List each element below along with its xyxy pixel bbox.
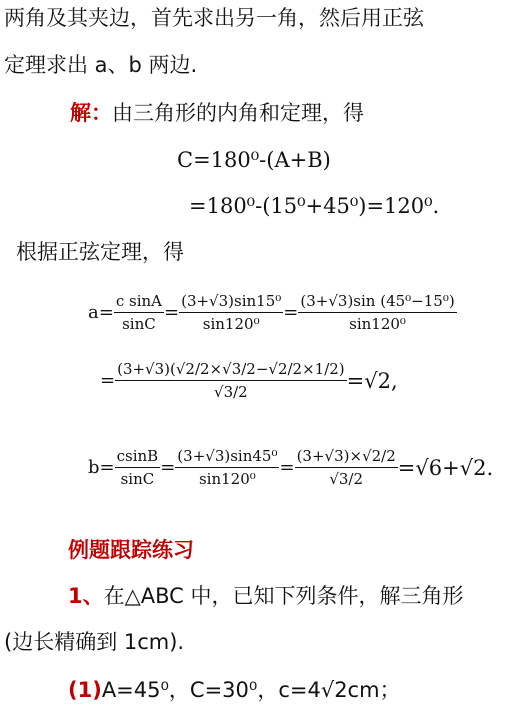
- b-f1-den: sinC: [120, 470, 155, 488]
- a-f1-num: c sinA: [114, 292, 164, 313]
- a2-den: √3/2: [214, 383, 248, 401]
- a-f3-den: sin120⁰: [349, 315, 406, 333]
- b-fraction-2: [175, 447, 279, 488]
- a-f2-den: sin120⁰: [202, 315, 260, 333]
- a-fraction-3: [298, 292, 456, 333]
- angle-c-line-1: C=180⁰-(A+B): [177, 148, 331, 172]
- equation-a-continued: = $\frac{(3+√3)(√2/2\times√3/2-√2/2\times 1/2)}{√3/2}$ =√2,: [100, 360, 398, 401]
- b-fraction-3: [295, 447, 398, 488]
- angle-c-line-2: =180⁰-(15⁰+45⁰)=120⁰.: [189, 194, 440, 218]
- a2-num: (3+√3)(√2/2×√3/2−√2/2×1/2): [115, 360, 347, 381]
- part-1-text: A=45⁰，C=30⁰，c=4√2cm；: [101, 678, 401, 702]
- text-line-1: 两角及其夹边，首先求出另一角，然后用正弦: [4, 6, 424, 30]
- a-fraction-1: [114, 292, 164, 333]
- question-1-text: 在△ABC 中，已知下列条件，解三角形: [103, 584, 464, 608]
- practice-title: 例题跟踪练习: [68, 538, 194, 562]
- a2-result: =√2,: [346, 368, 398, 393]
- equation-b: b= $\frac{csinB}{\sin C}$ = $\frac{\text{(3+√3)sin45⁰}}{\text{sin120⁰}}$ = $\frac{(3+√3)\times√2/2}{√3/2}$ =√6+√2.: [88, 447, 494, 488]
- a-fraction-2: [179, 292, 283, 333]
- b-fraction-1: [115, 447, 161, 488]
- sine-rule-line: 根据正弦定理，得: [16, 240, 184, 264]
- a-f2-num: (3+√3)sin15⁰: [179, 292, 283, 313]
- question-1-number: 1、: [68, 584, 104, 608]
- part-1-line: [68, 680, 401, 701]
- a2-fraction: [115, 360, 347, 401]
- solution-label: 解：: [70, 101, 112, 125]
- a-f3-num: (3+√3)sin (45⁰−15⁰): [298, 292, 456, 313]
- b-result: =√6+√2.: [397, 455, 494, 480]
- a-f1-den: sinC: [122, 315, 156, 333]
- b-f3-num: (3+√3)×√2/2: [295, 447, 398, 468]
- b-f2-den: sin120⁰: [198, 470, 256, 488]
- a-lhs: a=: [88, 302, 114, 323]
- solution-text: 由三角形的内角和定理，得: [112, 101, 364, 125]
- text-line-2: 定理求出 a、b 两边.: [4, 53, 198, 77]
- question-1-line-1: [68, 586, 464, 607]
- b-lhs: b=: [88, 457, 115, 478]
- equation-a: a= $\frac{\text{c sinA}}{\sin C}$ = $\frac{\text{(3+√3)sin15⁰}}{\text{sin120⁰}}$ = $\frac{\text{(3+√3)sin (45⁰−15⁰)}}{\text{sin120⁰}}$: [88, 292, 455, 333]
- question-1-line-2: (边长精确到 1cm).: [4, 630, 185, 654]
- solution-line: [70, 103, 364, 124]
- b-f1-num: csinB: [115, 447, 161, 468]
- part-1-label: (1): [68, 678, 102, 702]
- b-f2-num: (3+√3)sin45⁰: [175, 447, 279, 468]
- b-f3-den: √3/2: [329, 470, 364, 488]
